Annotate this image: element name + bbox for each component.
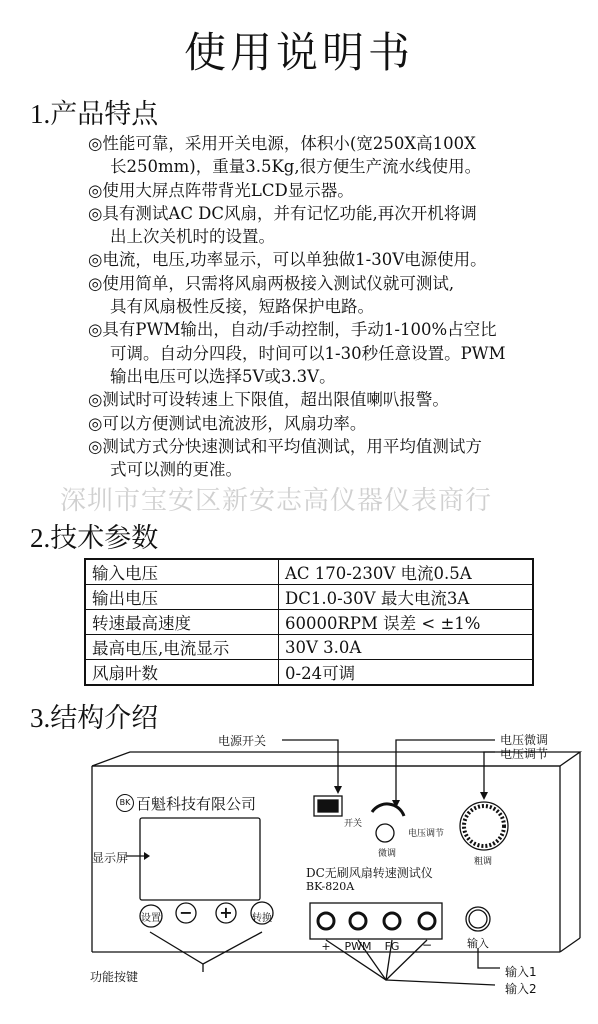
feature-line: 式可以测的更准。 [110,460,242,480]
feature-line: ◎性能可靠，采用开关电源，体积小(宽250X高100X [88,134,476,153]
lcd-display [140,818,260,900]
feature-line: 出上次关机时的设置。 [110,227,275,247]
feature-line: 可调。自动分四段，时间可以1-30秒任意设置。PWM [110,343,506,363]
feature-line: 具有风扇极性反接，短路保护电路。 [110,297,374,317]
fine-label: 微调 [378,849,397,859]
table-cell: 30V 3.0A [279,635,534,660]
brand-logo: BK [116,794,134,812]
feature-line: ◎电流，电压,功率显示，可以单独做1-30V电源使用。 [88,250,487,270]
model-number: BK-820A [306,880,355,893]
table-cell: 60000RPM 误差 < ±1% [279,610,534,635]
feature-line: ◎测试时可设转速上下限值，超出限值喇叭报警。 [88,390,449,410]
feature-line: 长250mm)，重量3.5Kg,很方便生产流水线使用。 [110,157,482,177]
jack-label-plus: + [321,940,331,953]
callout-input2: 输入2 [505,982,537,996]
switch-mode-button-label: 转换 [252,913,272,924]
feature-line: ◎使用大屏点阵带背光LCD显示器。 [88,180,354,200]
callout-power-switch: 电源开关 [218,734,267,748]
feature-line: ◎具有测试AC DC风扇，并有记忆功能,再次开机将调 [88,203,477,223]
coarse-knob [460,802,508,850]
page-title: 使用说明书 [183,28,414,77]
table-cell: DC1.0-30V 最大电流3A [279,585,534,610]
table-cell: 输入电压 [85,559,279,585]
table-cell: 风扇叶数 [85,660,279,686]
section-heading-specs: 2.技术参数 [30,523,159,554]
table-cell: 转速最高速度 [85,610,279,635]
feature-line: ◎可以方便测试电流波形，风扇功率。 [88,413,367,433]
feature-line: ◎具有PWM输出，自动/手动控制，手动1-100%占空比 [88,320,497,340]
coarse-label: 粗调 [474,857,493,867]
table-cell: AC 170-230V 电流0.5A [279,559,534,585]
feature-line: ◎测试方式分快速测试和平均值测试，用平均值测试方 [88,436,482,456]
callout-function-keys: 功能按键 [90,970,139,984]
watermark: 深圳市宝安区新安志高仪器仪表商行 [60,486,493,516]
section-heading-structure: 3.结构介绍 [30,703,159,734]
jack-panel [310,903,442,939]
fine-knob [376,824,394,842]
jack-label-minus: − [421,938,433,952]
feature-line: 输出电压可以选择5V或3.3V。 [110,366,336,386]
jack-label-fg: FG [384,940,400,953]
plus-icon: + [219,903,233,922]
callout-voltage-fine: 电压微调 [500,733,549,747]
callout-input1: 输入1 [505,965,537,979]
callout-voltage-adjust: 电压调节 [500,747,549,761]
table-cell: 输出电压 [85,585,279,610]
table-cell: 最高电压,电流显示 [85,635,279,660]
table-cell: 0-24可调 [279,660,534,686]
section-heading-features: 1.产品特点 [30,99,159,130]
input-label: 输入 [467,937,489,950]
set-button-label: 设置 [141,913,161,924]
switch-label: 开关 [344,819,363,829]
minus-icon: − [179,903,193,922]
jack-label-pwm: PWM [344,940,372,953]
brand-name: 百魁科技有限公司 [136,795,257,813]
model-name: DC无刷风扇转速测试仪 [306,866,433,880]
feature-line: ◎使用简单，只需将风扇两极接入测试仪就可测试, [88,273,455,293]
voltage-label: 电压调节 [408,829,445,839]
callout-display: 显示屏 [92,851,129,865]
